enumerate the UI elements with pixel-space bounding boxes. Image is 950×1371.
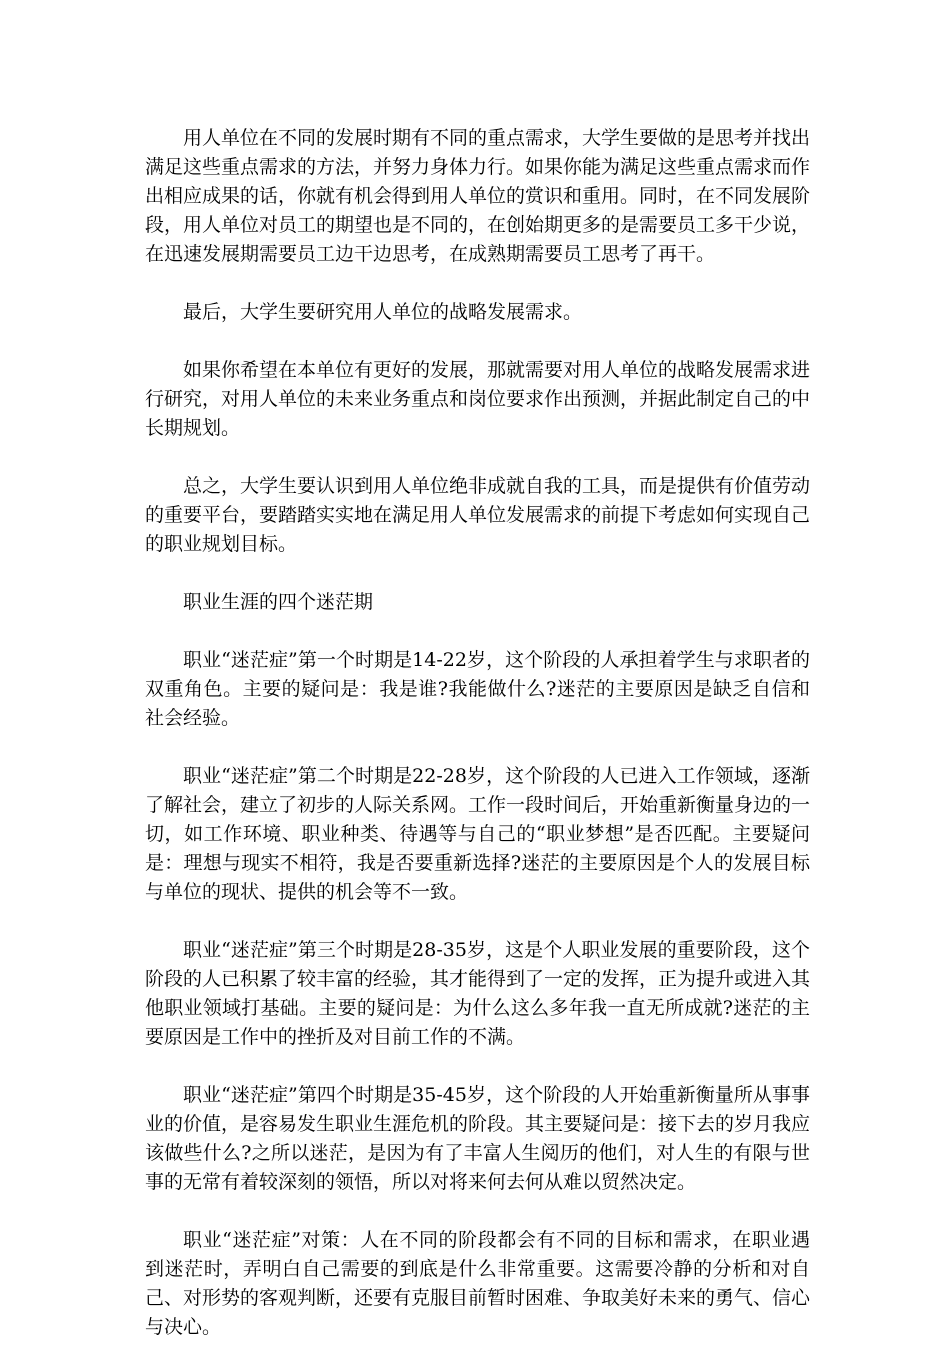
paragraph-countermeasures: 职业“迷茫症”对策：人在不同的阶段都会有不同的目标和需求，在职业遇到迷茫时，弄明白自己需要的到底是什么非常重要。这需要冷静的分析和对自己、对形势的客观判断，还要有克服目前暂时困难、争取美好未来的勇气、信心与决心。 [145,1229,811,1338]
paragraph-strategic-needs: 最后，大学生要研究用人单位的战略发展需求。 [183,301,583,323]
paragraph-stage-two: 职业“迷茫症”第二个时期是22-28岁，这个阶段的人已进入工作领域，逐渐了解社会，建立了初步的人际关系网。工作一段时间后，开始重新衡量身边的一切，如工作环境、职业种类、待遇等与自己的“职业梦想”是否匹配。主要疑问是：理想与现实不相符，我是否要重新选择?迷茫的主要原因是个人的发展目标与单位的现状、提供的机会等不一致。 [145,765,811,903]
paragraph-long-term-planning: 如果你希望在本单位有更好的发展，那就需要对用人单位的战略发展需求进行研究，对用人单位的未来业务重点和岗位要求作出预测，并据此制定自己的中长期规划。 [145,359,811,439]
paragraph-employer-needs: 用人单位在不同的发展时期有不同的重点需求，大学生要做的是思考并找出满足这些重点需求的方法，并努力身体力行。如果你能为满足这些重点需求而作出相应成果的话，你就有机会得到用人单位的赏识和重用。同时，在不同发展阶段，用人单位对员工的期望也是不同的，在创始期更多的是需要员工多干少说，在迅速发展期需要员工边干边思考，在成熟期需要员工思考了再干。 [145,127,811,265]
paragraph-stage-one: 职业“迷茫症”第一个时期是14-22岁，这个阶段的人承担着学生与求职者的双重角色。主要的疑问是：我是谁?我能做什么?迷茫的主要原因是缺乏自信和社会经验。 [145,649,810,729]
paragraph-summary: 总之，大学生要认识到用人单位绝非成就自我的工具，而是提供有价值劳动的重要平台，要踏踏实实地在满足用人单位发展需求的前提下考虑如何实现自己的职业规划目标。 [145,475,811,555]
paragraph-stage-four: 职业“迷茫症”第四个时期是35-45岁，这个阶段的人开始重新衡量所从事事业的价值，是容易发生职业生涯危机的阶段。其主要疑问是：接下去的岁月我应该做些什么?之所以迷茫，是因为有了丰富人生阅历的他们，对人生的有限与世事的无常有着较深刻的领悟，所以对将来何去何从难以贸然决定。 [145,1084,811,1193]
paragraph-stage-three: 职业“迷茫症”第三个时期是28-35岁，这是个人职业发展的重要阶段，这个阶段的人已积累了较丰富的经验，其才能得到了一定的发挥，正为提升或进入其他职业领域打基础。主要的疑问是：为什么这么多年我一直无所成就?迷茫的主要原因是工作中的挫折及对目前工作的不满。 [145,939,811,1048]
section-heading: 职业生涯的四个迷茫期 [183,591,374,613]
document-body [145,124,810,1371]
